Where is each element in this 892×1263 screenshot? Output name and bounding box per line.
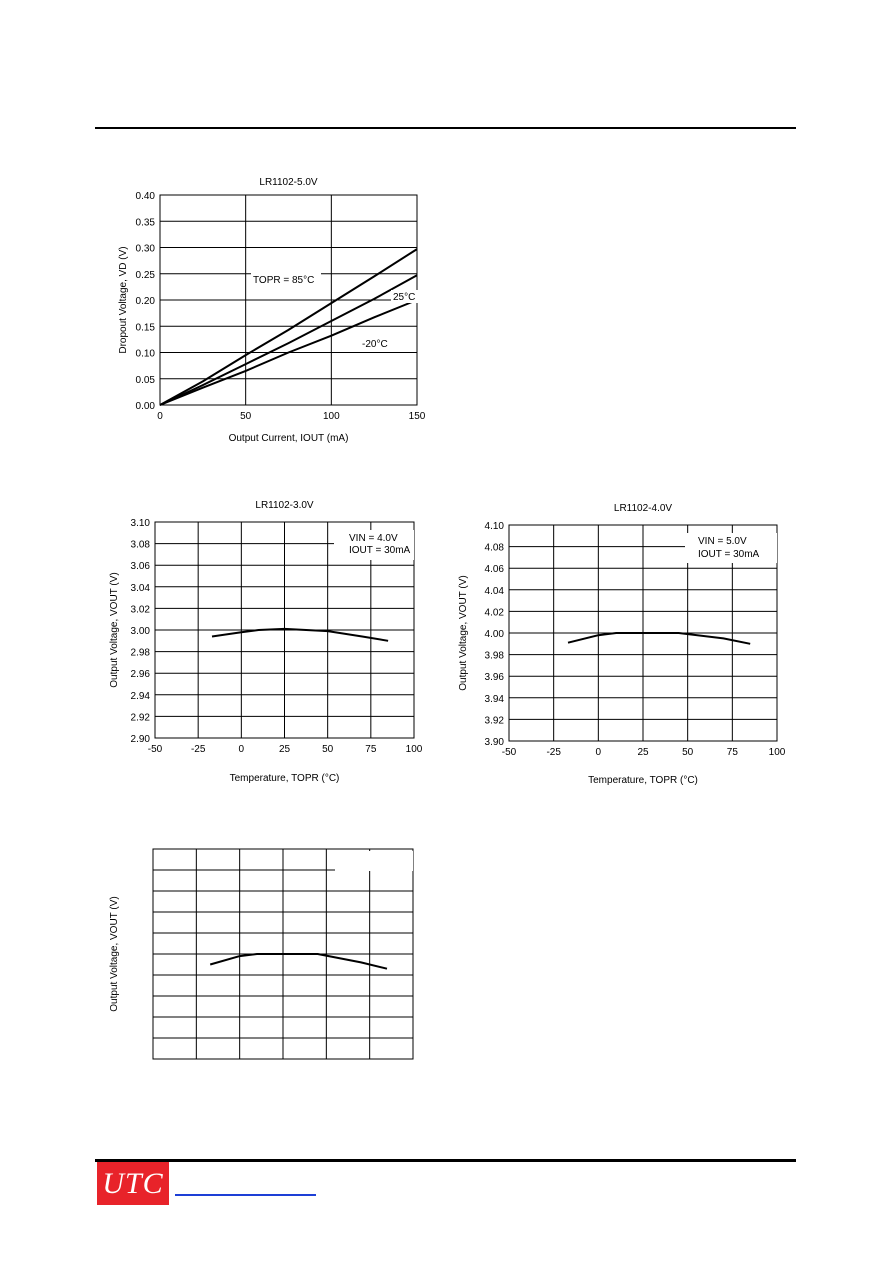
chart-1-series-1-line <box>160 249 417 405</box>
chart-1-xtick-label: 150 <box>408 411 426 422</box>
chart-2-xtick-label: 0 <box>238 744 245 755</box>
chart-1-ytick-label: 0.00 <box>135 401 155 412</box>
chart-2-annotation: IOUT = 30mA <box>349 545 411 556</box>
chart-2-ytick-label: 3.10 <box>130 518 150 529</box>
chart-2-xtick-label: 100 <box>405 744 423 755</box>
chart-3-series-1-line <box>568 633 750 644</box>
chart-3-xtick-label: 0 <box>595 747 602 758</box>
chart-3-xtick-label: 100 <box>768 747 786 758</box>
chart-1-xtick-label: 100 <box>322 411 340 422</box>
chart-1-annotation: TOPR = 85°C <box>253 275 315 286</box>
chart-3-xtick-label: 75 <box>726 747 738 758</box>
chart-1-ytick-label: 0.15 <box>135 322 155 334</box>
chart-3-ytick-label: 4.08 <box>484 542 504 554</box>
chart-2-ytick-label: 2.94 <box>130 690 150 702</box>
chart-3-ytick-label: 4.00 <box>484 629 504 640</box>
chart-3-title: LR1102-4.0V <box>613 503 673 514</box>
chart-2-ytick-label: 2.98 <box>130 647 150 659</box>
chart-1-annotation: -20°C <box>362 339 388 350</box>
chart-3-ytick-label: 3.90 <box>484 737 504 748</box>
chart-3-ytick-label: 3.98 <box>484 650 504 662</box>
chart-3-annotation: IOUT = 30mA <box>698 549 760 560</box>
chart-3-ytick-label: 4.06 <box>484 564 504 576</box>
chart-1-xtick-label: 50 <box>240 411 252 422</box>
chart-4-series-1-line <box>210 954 387 969</box>
chart-3-ytick-label: 3.96 <box>484 672 504 684</box>
chart-3-ylabel: Output Voltage, VOUT (V) <box>458 575 469 691</box>
website-link[interactable] <box>175 1194 316 1196</box>
chart-2-xtick-label: 50 <box>322 744 334 755</box>
chart-2-title: LR1102-3.0V <box>255 500 314 511</box>
chart-2-ytick-label: 3.06 <box>130 561 150 573</box>
chart-3-ytick-label: 4.10 <box>484 521 504 532</box>
chart-1-ylabel: Dropout Voltage, VD (V) <box>118 246 129 354</box>
chart-3-ytick-label: 4.02 <box>484 607 504 619</box>
chart-3-xlabel: Temperature, TOPR (°C) <box>588 775 698 786</box>
chart-3-ytick-label: 4.04 <box>484 585 504 597</box>
chart-3-xtick-label: -50 <box>501 747 517 758</box>
chart-3-xtick-label: -25 <box>546 747 561 758</box>
chart-2-xtick-label: 25 <box>278 744 291 755</box>
chart-2-ytick-label: 3.08 <box>130 539 150 551</box>
chart-1-ytick-label: 0.35 <box>135 217 155 229</box>
chart-2-ytick-label: 2.90 <box>130 734 150 745</box>
chart-1-annotation: 25°C <box>393 292 416 303</box>
chart-2-series-1-line <box>212 629 388 641</box>
chart-1-ytick-label: 0.20 <box>135 296 155 307</box>
utc-logo <box>97 1162 169 1205</box>
chart-1-xtick-label: 0 <box>157 411 163 422</box>
chart-2-ytick-label: 3.00 <box>130 626 150 637</box>
chart-2-xtick-label: -25 <box>190 744 206 755</box>
chart-3-xtick-label: 50 <box>682 747 694 758</box>
chart-2-ytick-label: 3.04 <box>130 582 150 594</box>
chart-1-xlabel: Output Current, IOUT (mA) <box>228 433 349 444</box>
logo-text: UTC <box>102 1166 164 1200</box>
chart-2-ytick-label: 2.96 <box>130 669 150 681</box>
chart-2-xtick-label: 75 <box>365 744 377 755</box>
chart-3-xtick-label: 25 <box>637 747 649 758</box>
chart-3-annotation: VIN = 5.0V <box>698 536 747 547</box>
chart-4-legend-box <box>335 851 413 871</box>
chart-4-ylabel: Output Voltage, VOUT (V) <box>109 896 120 1012</box>
chart-2-xtick-label: -50 <box>147 744 163 755</box>
chart-1-ytick-label: 0.30 <box>135 243 155 255</box>
chart-2-annotation: VIN = 4.0V <box>349 533 398 544</box>
chart-1-ytick-label: 0.05 <box>135 374 155 386</box>
chart-2-xlabel: Temperature, TOPR (°C) <box>229 773 340 784</box>
chart-3-ytick-label: 3.94 <box>484 693 504 705</box>
chart-2-ytick-label: 3.02 <box>130 604 150 616</box>
chart-1-ytick-label: 0.40 <box>135 191 155 202</box>
chart-1-ytick-label: 0.25 <box>135 269 155 281</box>
chart-2-ytick-label: 2.92 <box>130 712 150 724</box>
chart-2-ylabel: Output Voltage, VOUT (V) <box>109 572 120 688</box>
footer-rule <box>95 1159 796 1162</box>
chart-1-ytick-label: 0.10 <box>135 348 155 360</box>
chart-1-title: LR1102-5.0V <box>259 177 318 188</box>
chart-3-ytick-label: 3.92 <box>484 715 504 727</box>
